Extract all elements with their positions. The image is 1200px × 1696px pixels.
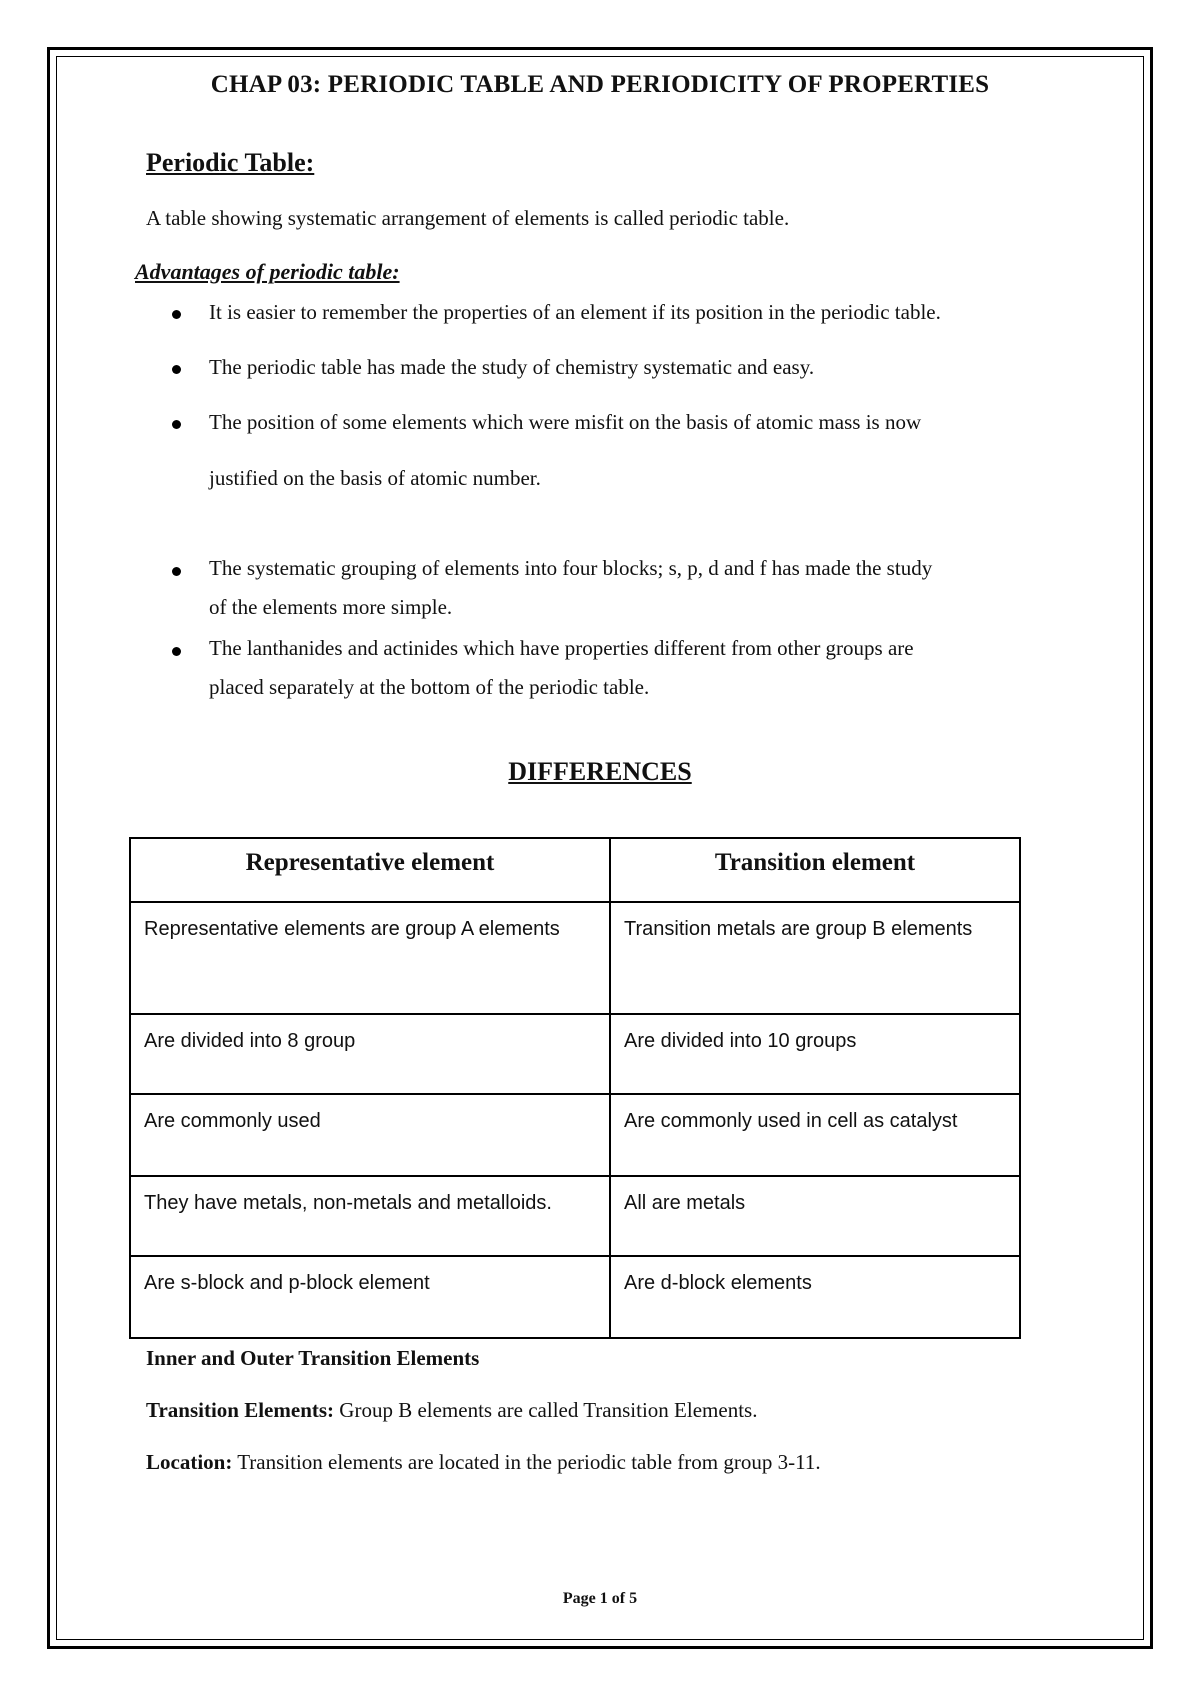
transition-elements-definition <box>146 1398 757 1423</box>
chapter-title: CHAP 03: PERIODIC TABLE AND PERIODICITY OF PROPERTIES <box>210 71 990 98</box>
column-header-transition: Transition element <box>610 838 1020 902</box>
location-text: Transition elements are located in the periodic table from group 3-11. <box>232 1450 821 1474</box>
bullet-icon <box>172 647 181 656</box>
table-row <box>130 1014 1020 1094</box>
table-cell: They have metals, non-metals and metalloids. <box>130 1176 610 1256</box>
table-row <box>130 1256 1020 1338</box>
transition-elements-label: Transition Elements: <box>146 1398 335 1422</box>
bullet-icon <box>172 420 181 429</box>
bullet-icon <box>172 310 181 319</box>
list-item-line: justified on the basis of atomic number. <box>209 466 541 490</box>
column-header-representative: Representative element <box>130 838 610 902</box>
list-item-line: placed separately at the bottom of the periodic table. <box>209 675 650 699</box>
table-cell: All are metals <box>610 1176 1020 1256</box>
table-row <box>130 1094 1020 1176</box>
table-cell: Representative elements are group A elements <box>130 902 610 1014</box>
table-cell: Are divided into 8 group <box>130 1014 610 1094</box>
list-item-line: It is easier to remember the properties of an element if its position in the periodic table. <box>209 300 941 324</box>
location-paragraph <box>146 1450 821 1475</box>
table-cell: Are commonly used <box>130 1094 610 1176</box>
transition-elements-text: Group B elements are called Transition Elements. <box>334 1398 758 1422</box>
list-item-line: The position of some elements which were misfit on the basis of atomic mass is now <box>209 410 922 434</box>
list-item-line: The systematic grouping of elements into four blocks; s, p, d and f has made the study <box>209 556 933 580</box>
table-cell: Are s-block and p-block element <box>130 1256 610 1338</box>
page-number: Page 1 of 5 <box>562 1590 638 1607</box>
table-row <box>130 1176 1020 1256</box>
list-item-line: of the elements more simple. <box>209 595 453 619</box>
table-cell: Are d-block elements <box>610 1256 1020 1338</box>
table-header-row <box>130 838 1020 902</box>
periodic-table-definition: A table showing systematic arrangement of elements is called periodic table. <box>146 206 790 230</box>
table-cell: Transition metals are group B elements <box>610 902 1020 1014</box>
table-row <box>130 902 1020 1014</box>
table-cell: Are commonly used in cell as catalyst <box>610 1094 1020 1176</box>
table-cell: Are divided into 10 groups <box>610 1014 1020 1094</box>
inner-outer-heading: Inner and Outer Transition Elements <box>146 1346 480 1370</box>
list-item-line: The lanthanides and actinides which have properties different from other groups are <box>209 636 914 660</box>
periodic-table-heading: Periodic Table: <box>146 148 315 177</box>
list-item-line: The periodic table has made the study of chemistry systematic and easy. <box>209 355 815 379</box>
differences-heading: DIFFERENCES <box>508 757 692 786</box>
bullet-icon <box>172 365 181 374</box>
location-label: Location: <box>146 1450 233 1474</box>
differences-table <box>129 837 1021 1339</box>
advantages-heading: Advantages of periodic table: <box>135 259 400 284</box>
bullet-icon <box>172 567 181 576</box>
